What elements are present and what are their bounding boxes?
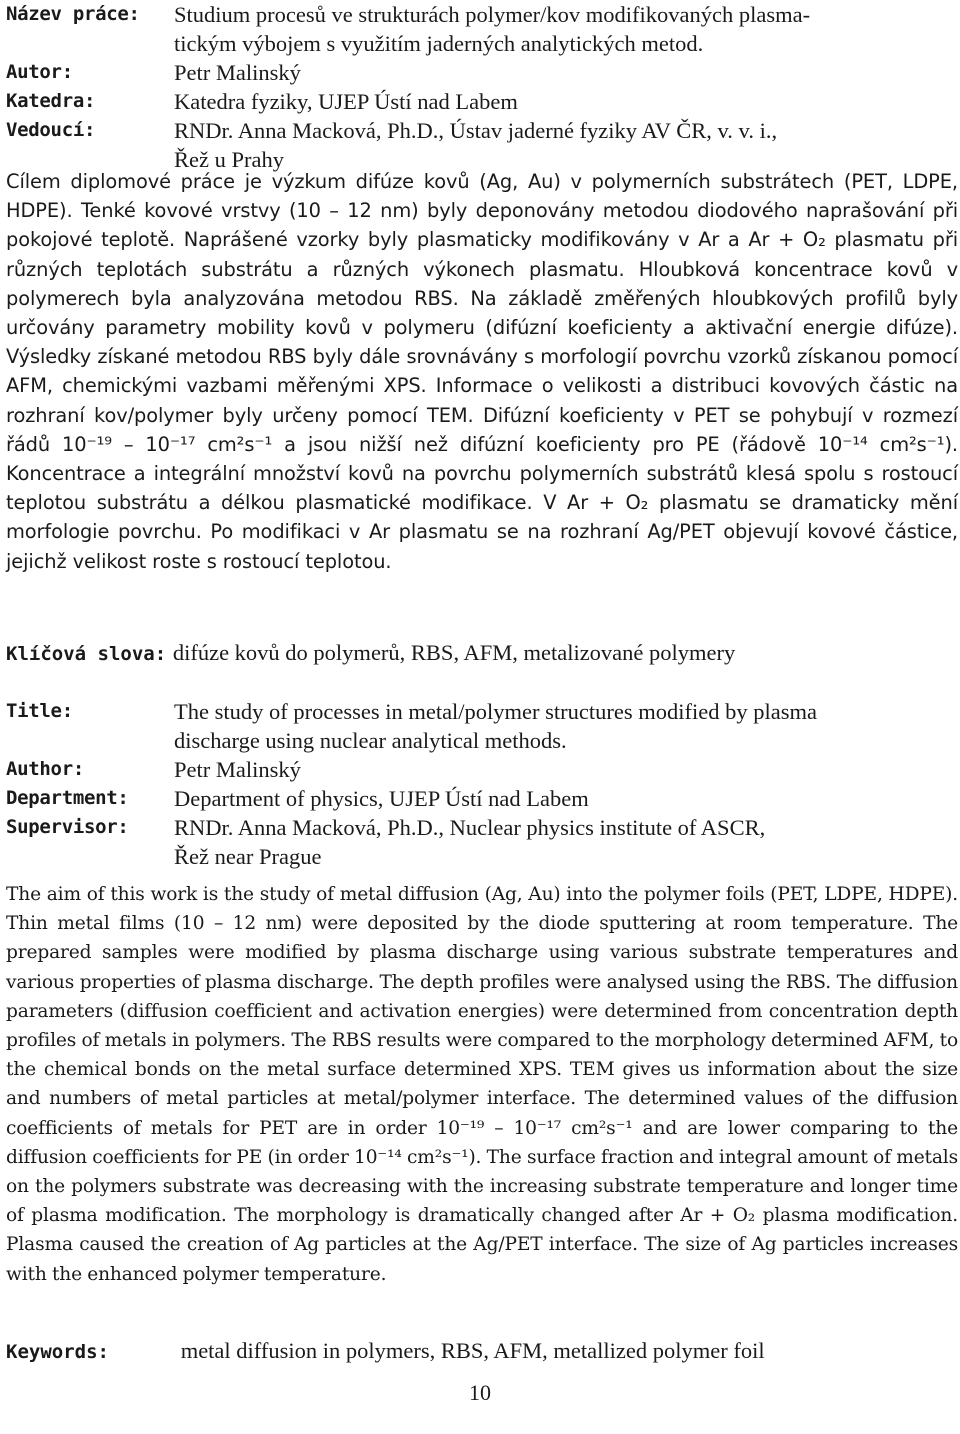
english-department-row <box>6 784 958 813</box>
english-keywords <box>6 1338 958 1364</box>
czech-keywords <box>6 640 958 666</box>
english-author-label: Author: <box>6 758 84 780</box>
label-spacer <box>6 29 174 58</box>
czech-keywords-value: difúze kovů do polymerů, RBS, AFM, metalizované polymery <box>172 640 736 665</box>
english-keywords-label: Keywords: <box>6 1341 109 1363</box>
english-supervisor-row-2 <box>6 842 958 871</box>
czech-supervisor-line1: RNDr. Anna Macková, Ph.D., Ústav jaderné fyziky AV ČR, v. v. i., <box>174 118 778 143</box>
czech-department-label: Katedra: <box>6 90 96 112</box>
english-supervisor-line1: RNDr. Anna Macková, Ph.D., Nuclear physics institute of ASCR, <box>174 815 766 840</box>
czech-supervisor-line2: Řež u Prahy <box>174 147 284 172</box>
english-department: Department of physics, UJEP Ústí nad Labem <box>174 786 589 811</box>
english-title-line2: discharge using nuclear analytical methods. <box>174 728 567 753</box>
czech-title-row <box>6 0 958 29</box>
english-supervisor-label: Supervisor: <box>6 816 129 838</box>
czech-title-line1: Studium procesů ve strukturách polymer/kov modifikovaných plasma- <box>174 2 811 27</box>
czech-supervisor-row <box>6 116 958 145</box>
czech-supervisor-label: Vedoucí: <box>6 119 96 141</box>
english-title-row-2 <box>6 726 958 755</box>
english-department-label: Department: <box>6 787 129 809</box>
english-metadata <box>6 697 958 871</box>
page-number: 10 <box>469 1380 491 1405</box>
english-author-row <box>6 755 958 784</box>
czech-author-label: Autor: <box>6 61 73 83</box>
english-author: Petr Malinský <box>174 757 301 782</box>
czech-keywords-label: Klíčová slova: <box>6 643 167 665</box>
english-title-line1: The study of processes in metal/polymer structures modified by plasma <box>174 699 817 724</box>
czech-department-row <box>6 87 958 116</box>
english-title-row <box>6 697 958 726</box>
czech-title-line2: tickým výbojem s využitím jaderných analytických metod. <box>174 31 704 56</box>
english-supervisor-line2: Řež near Prague <box>174 844 322 869</box>
label-spacer <box>6 726 174 755</box>
czech-abstract: Cílem diplomové práce je výzkum difúze kovů (Ag, Au) v polymerních substrátech (PET, LDPE, HDPE). Tenké kovové vrstvy (10 – 12 nm) byly deponovány metodou diodového naprašování při pokojové teplotě. Naprášené vzorky byly plasmaticky modifikovány v Ar a Ar + O₂ plasmatu při různých teplotách substrátu a různých výkonech plasmatu. Hloubková koncentrace kovů v polymerech byla analyzována metodou RBS. Na základě změřených hloubkových profilů byly určovány parametry mobility kovů v polymeru (difúzní koeficienty a aktivační energie difúze). Výsledky získané metodou RBS byly dále srovnávány s morfologií povrchu vzorků získanou pomocí AFM, chemickými vazbami měřenými XPS. Informace o velikosti a distribuci kovových částic na rozhraní kov/polymer byly určeny pomocí TEM. Difúzní koeficienty v PET se pohybují v rozmezí řádů 10⁻¹⁹ – 10⁻¹⁷ cm²s⁻¹ a jsou nižší než difúzní koeficienty pro PE (řádově 10⁻¹⁴ cm²s⁻¹). Koncentrace a integrální množství kovů na povrchu polymerních substrátů klesá spolu s rostoucí teplotou substrátu a délkou plasmatické modifikace. V Ar + O₂ plasmatu se dramaticky mění morfologie povrchu. Po modifikaci v Ar plasmatu se na rozhraní Ag/PET objevují kovové částice, jejichž velikost roste s rostoucí teplotou. <box>6 170 958 573</box>
czech-title-label: Název práce: <box>6 3 140 25</box>
czech-author: Petr Malinský <box>174 60 301 85</box>
english-keywords-value: metal diffusion in polymers, RBS, AFM, metallized polymer foil <box>180 1338 765 1363</box>
english-abstract: The aim of this work is the study of metal diffusion (Ag, Au) into the polymer foils (PET, LDPE, HDPE). Thin metal films (10 – 12 nm) were deposited by the diode sputtering at room temperature. The prepared samples were modified by plasma discharge using various substrate temperatures and various properties of plasma discharge. The depth profiles were analysed using the RBS. The diffusion parameters (diffusion coefficient and activation energies) were determined from concentration depth profiles of metals in polymers. The RBS results were compared to the morphology determined AFM, to the chemical bonds on the metal surface determined XPS. TEM gives us information about the size and numbers of metal particles at metal/polymer interface. The determined values of the diffusion coefficients of metals for PET are in order 10⁻¹⁹ – 10⁻¹⁷ cm²s⁻¹ and are lower comparing to the diffusion coefficients for PE (in order 10⁻¹⁴ cm²s⁻¹). The surface fraction and integral amount of metals on the polymers substrate was decreasing with the increasing substrate temperature and longer time of plasma modification. The morphology is dramatically changed after Ar + O₂ plasma modification. Plasma caused the creation of Ag particles at the Ag/PET interface. The size of Ag particles increases with the enhanced polymer temperature. <box>6 884 958 1285</box>
czech-title-row-2 <box>6 29 958 58</box>
english-title-label: Title: <box>6 700 73 722</box>
czech-author-row <box>6 58 958 87</box>
czech-metadata <box>6 0 958 174</box>
label-spacer <box>6 842 174 871</box>
czech-department: Katedra fyziky, UJEP Ústí nad Labem <box>174 89 518 114</box>
english-supervisor-row <box>6 813 958 842</box>
